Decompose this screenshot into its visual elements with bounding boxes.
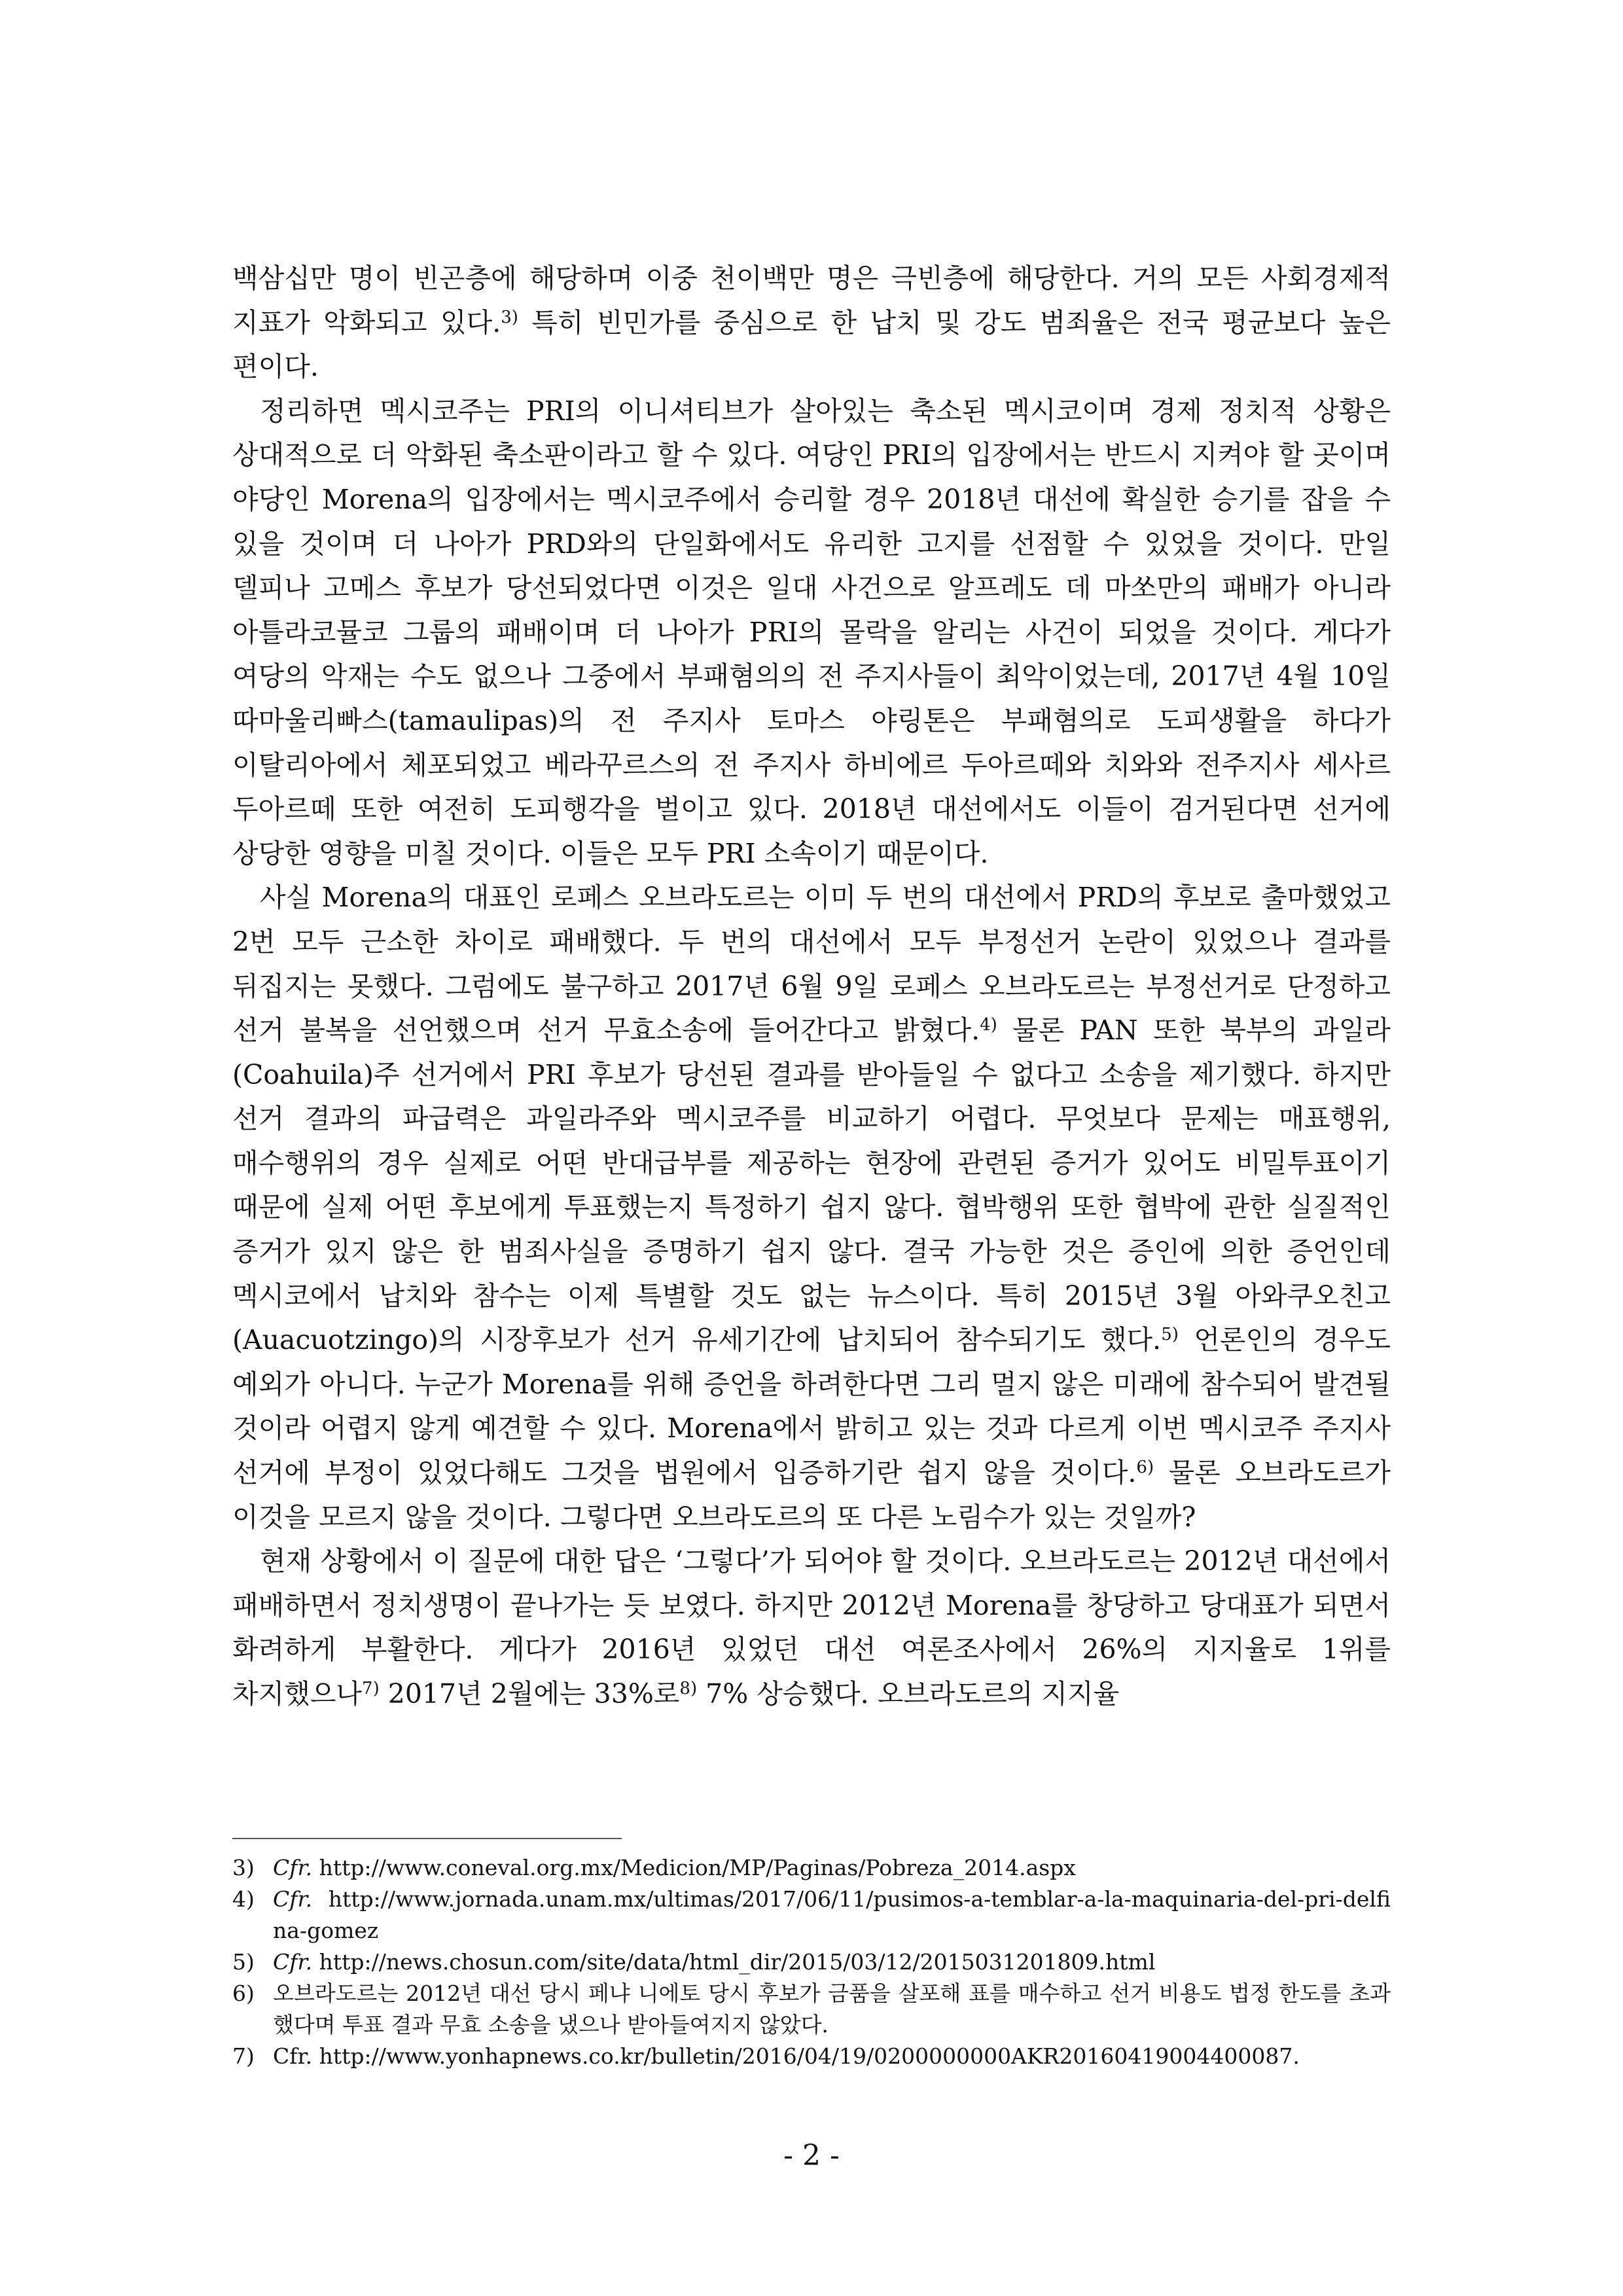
footnote-number: 4) xyxy=(232,1886,255,1912)
body-text xyxy=(232,257,1391,1717)
footnote-number: 6) xyxy=(232,1981,255,2006)
text-run: 사실 Morena의 대표인 로페스 오브라도르는 이미 두 번의 대선에서 PRD의 후보로 출마했었고 2번 모두 근소한 차이로 패배했다. 두 번의 대선에서 모두 부정선거 논란이 있었으나 결과를 뒤집지는 못했다. 그럼에도 불구하고 2017년 6월 9일 로페스 오브라도르는 부정선거로 단정하고 선거 불복을 선언했으며 선거 무효소송에 들어간다고 밝혔다. xyxy=(232,882,1391,1047)
footnote-ref-7: 7) xyxy=(362,1679,380,1698)
footnote-number: 7) xyxy=(232,2043,255,2069)
paragraph-4 xyxy=(232,1539,1391,1716)
footnote-cfr: Cfr. xyxy=(273,1949,313,1975)
footnote-cfr: Cfr. xyxy=(273,1886,313,1912)
footnote-ref-5: 5) xyxy=(1161,1325,1179,1345)
text-run: 정리하면 멕시코주는 PRI의 이니셔티브가 살아있는 축소된 멕시코이며 경제 정치적 상황은 상대적으로 더 악화된 축소판이라고 할 수 있다. 여당인 PRI의 입장에서는 반드시 지켜야 할 곳이며 야당인 Morena의 입장에서는 멕시코주에서 승리할 경우 2018년 대선에 확실한 승기를 잡을 수 있을 것이며 더 나아가 PRD와의 단일화에서도 유리한 고지를 선점할 수 있었을 것이다. 만일 델피나 고메스 후보가 당선되었다면 이것은 일대 사건으로 알프레도 데 마쏘만의 패배가 아니라 아틀라코뮬코 그룹의 패배이며 더 나아가 PRI의 몰락을 알리는 사건이 되었을 것이다. 게다가 여당의 악재는 수도 없으나 그중에서 부패혐의의 전 주지사들이 최악이었는데, 2017년 4월 10일 따마울리빠스(tamaulipas)의 전 주지사 토마스 야링톤은 부패혐의로 도피생활을 하다가 이탈리아에서 체포되었고 베라꾸르스의 전 주지사 하비에르 두아르떼와 치와와 전주지사 세사르 두아르떼 또한 여전히 도피행각을 벌이고 있다. 2018년 대선에서도 이들이 검거된다면 선거에 상당한 영향을 미칠 것이다. 이들은 모두 PRI 소속이기 때문이다. xyxy=(232,395,1391,869)
footnote-ref-6: 6) xyxy=(1136,1458,1154,1478)
footnote-ref-3: 3) xyxy=(501,307,518,327)
paragraph-1 xyxy=(232,257,1391,389)
footnote-link[interactable]: http://www.jornada.unam.mx/ultimas/2017/06/11/pusimos-a-temblar-a-la-maquinaria-del-pri-delfina-gomez xyxy=(273,1886,1391,1943)
footnote-number: 5) xyxy=(232,1949,255,1975)
footnote-ref-4: 4) xyxy=(980,1015,997,1035)
text-run: 물론 오브라도르가 이것을 모르지 않을 것이다. 그렇다면 오브라도르의 또 다른 노림수가 있는 것일까? xyxy=(232,1457,1391,1533)
footnote-7 xyxy=(232,2041,1391,2072)
text-run: 2017년 2월에는 33%로 xyxy=(379,1678,680,1710)
footnote-6 xyxy=(232,1978,1391,2041)
footnote-link[interactable]: http://news.chosun.com/site/data/html_dir/2015/03/12/2015031201809.html xyxy=(312,1949,1156,1975)
text-run: 현재 상황에서 이 질문에 대한 답은 ‘그렇다’가 되어야 할 것이다. 오브라도르는 2012년 대선에서 패배하면서 정치생명이 끝나가는 듯 보였다. 하지만 2012년 Morena를 창당하고 당대표가 되면서 화려하게 부활한다. 게다가 2016년 있었던 대선 여론조사에서 26%의 지지율로 1위를 차지했으나 xyxy=(232,1545,1391,1710)
footnote-divider xyxy=(232,1838,622,1839)
footnote-4 xyxy=(232,1884,1391,1946)
footnotes xyxy=(232,1852,1391,2072)
footnote-3 xyxy=(232,1852,1391,1884)
paragraph-3 xyxy=(232,876,1391,1539)
text-run: 물론 PAN 또한 북부의 과일라(Coahuila)주 선거에서 PRI 후보가 당선된 결과를 받아들일 수 없다고 소송을 제기했다. 하지만 선거 결과의 파급력은 과일라주와 멕시코주를 비교하기 어렵다. 무엇보다 문제는 매표행위, 매수행위의 경우 실제로 어떤 반대급부를 제공하는 현장에 관련된 증거가 있어도 비밀투표이기 때문에 실제 어떤 후보에게 투표했는지 특정하기 쉽지 않다. 협박행위 또한 협박에 관한 실질적인 증거가 있지 않은 한 범죄사실을 증명하기 쉽지 않다. 결국 가능한 것은 증인에 의한 증언인데 멕시코에서 납치와 참수는 이제 특별할 것도 없는 뉴스이다. 특히 2015년 3월 아와쿠오친고(Auacuotzingo)의 시장후보가 선거 유세기간에 납치되어 참수되기도 했다. xyxy=(232,1014,1391,1356)
footnote-link[interactable]: Cfr. http://www.yonhapnews.co.kr/bulletin/2016/04/19/0200000000AKR20160419004400087. xyxy=(273,2043,1300,2069)
footnote-cfr: Cfr. xyxy=(273,1855,313,1880)
text-run: 백삼십만 명이 빈곤층에 해당하며 이중 천이백만 명은 극빈층에 해당한다. 거의 모든 사회경제적 지표가 악화되고 있다. xyxy=(232,262,1391,338)
footnote-5 xyxy=(232,1946,1391,1978)
page-number: - 2 - xyxy=(783,2139,840,2172)
text-run: 언론인의 경우도 예외가 아니다. 누군가 Morena를 위해 증언을 하려한다면 그리 멀지 않은 미래에 참수되어 발견될 것이라 어렵지 않게 예견할 수 있다. Morena에서 밝히고 있는 것과 다르게 이번 멕시코주 주지사 선거에 부정이 있었다해도 그것을 법원에서 입증하기란 쉽지 않을 것이다. xyxy=(232,1324,1391,1489)
text-run: 특히 빈민가를 중심으로 한 납치 및 강도 범죄율은 전국 평균보다 높은 편이다. xyxy=(232,306,1391,383)
text-run: 7% 상승했다. 오브라도르의 지지율 xyxy=(697,1678,1120,1710)
footnote-number: 3) xyxy=(232,1855,255,1880)
paragraph-2 xyxy=(232,389,1391,876)
footnote-text: 오브라도르는 2012년 대선 당시 페냐 니에토 당시 후보가 금품을 살포해 표를 매수하고 선거 비용도 법정 한도를 초과했다며 투표 결과 무효 소송을 냈으나 받아들여지지 않았다. xyxy=(273,1981,1391,2037)
footnote-link[interactable]: http://www.coneval.org.mx/Medicion/MP/Paginas/Pobreza_2014.aspx xyxy=(312,1855,1076,1880)
footnote-ref-8: 8) xyxy=(679,1679,698,1698)
